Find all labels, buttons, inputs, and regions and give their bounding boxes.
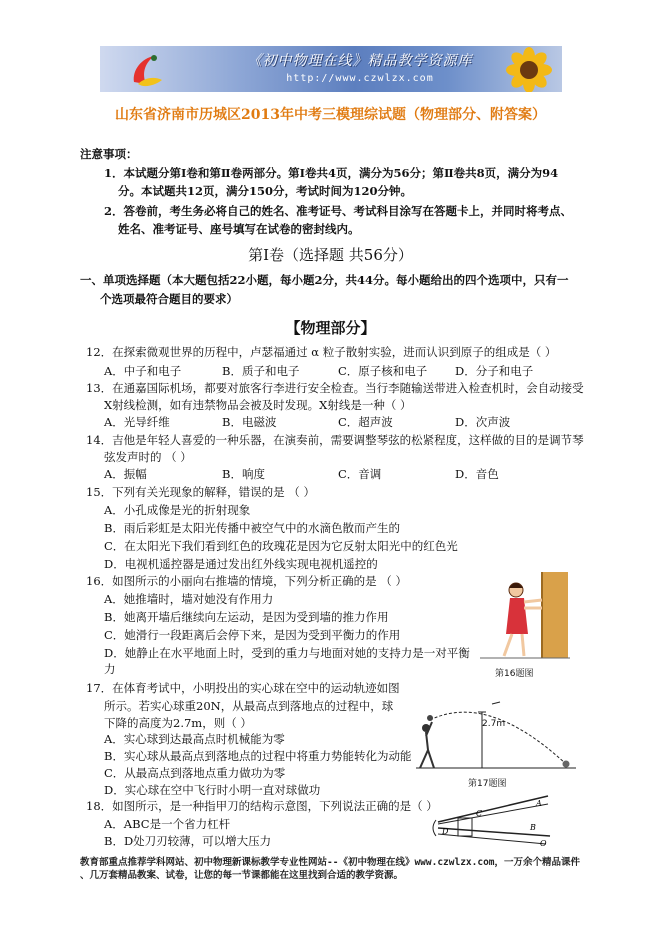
q12-stem: 12．在探索微观世界的历程中，卢瑟福通过 α 粒子散射实验，进而认识到原子的组成是（ ） — [86, 345, 557, 359]
q16-option-a: A．她推墙时，墙对她没有作用力 — [104, 592, 274, 606]
q15-option-a: A．小孔成像是光的折射现象 — [104, 503, 251, 517]
q16-figure-girl-pushing-wall — [480, 570, 570, 662]
q13-option-c: C．超声波 — [338, 415, 393, 429]
q12-option-b: B．质子和电子 — [222, 364, 300, 378]
notes-heading: 注意事项： — [80, 147, 138, 161]
sunflower-icon — [498, 47, 560, 92]
notes-line-1b: 分。本试题共12页，满分150分，考试时间为120分钟。 — [118, 184, 413, 198]
q17-height-label: 2.7m — [482, 719, 506, 729]
q17-option-b: B．实心球从最高点到落地点的过程中将重力势能转化为动能 — [104, 749, 412, 763]
q17-option-c: C．从最高点到落地点重力做功为零 — [104, 766, 286, 780]
q15-option-c: C．在太阳光下我们看到红色的玫瑰花是因为它反射太阳光中的红色光 — [104, 539, 458, 553]
q13-stem-a: 13．在通嘉国际机场，都要对旅客行李进行安全检查。当行李随输送带进入检查机时，会自动接受 — [86, 381, 584, 395]
q12-option-a: A．中子和电子 — [104, 364, 182, 378]
q17-figure-ball-trajectory — [408, 690, 578, 772]
q18-option-a: A．ABC是一个省力杠杆 — [104, 817, 231, 831]
footer-line-2: 、几万套精品教案、试卷，让您的每一节课都能在这里找到合适的教学资源。 — [80, 870, 404, 881]
q18-option-b: B．D处刀刃较薄，可以增大压力 — [104, 834, 272, 848]
q14-option-b: B．响度 — [222, 467, 265, 481]
q16-figure-caption: 第16题图 — [495, 669, 534, 679]
section-instruction-a: 一、单项选择题（本大题包括22小题，每小题2分，共44分。每小题给出的四个选项中，只有一 — [80, 273, 569, 287]
q18-stem: 18．如图所示，是一种指甲刀的结构示意图，下列说法正确的是（ ） — [86, 799, 438, 813]
q16-option-b: B．她离开墙后继续向左运动，是因为受到墙的推力作用 — [104, 610, 389, 624]
q12-option-d: D．分子和电子 — [455, 364, 534, 378]
q17-stem-b: 所示。若实心球重20N，从最高点到落地点的过程中，球 — [104, 699, 394, 713]
q13-option-a: A．光导纤维 — [104, 415, 170, 429]
svg-text:O: O — [540, 839, 547, 848]
svg-text:A: A — [536, 799, 542, 808]
q16-option-c: C．她滑行一段距离后会停下来，是因为受到平衡力的作用 — [104, 628, 401, 642]
banner-url[interactable]: http://www.czwlzx.com — [286, 73, 434, 84]
banner-title: 《初中物理在线》精品教学资源库 — [247, 53, 473, 69]
q17-figure-caption: 第17题图 — [468, 779, 507, 789]
q14-option-c: C．音调 — [338, 467, 382, 481]
q18-figure-nail-clipper — [428, 794, 558, 850]
q12-option-c: C．原子核和电子 — [338, 364, 428, 378]
q17-stem-c: 下降的高度为2.7m，则（ ） — [104, 716, 252, 730]
q13-stem-b: X射线检测，如有违禁物品会被及时发现。X射线是一种（ ） — [104, 398, 412, 412]
site-logo-icon — [124, 50, 166, 88]
q16-stem: 16．如图所示的小丽向右推墙的情境，下列分析正确的是 （ ） — [86, 574, 407, 588]
q17-stem-a: 17．在体育考试中，小明投出的实心球在空中的运动轨迹如图 — [86, 681, 400, 695]
section-title: 第Ⅰ卷（选择题 共56分） — [248, 246, 413, 264]
q17-option-a: A．实心球到达最高点时机械能为零 — [104, 732, 285, 746]
q14-option-a: A．振幅 — [104, 467, 147, 481]
q15-option-d: D．电视机遥控器是通过发出红外线实现电视机遥控的 — [104, 557, 378, 571]
section-instruction-b: 个选项最符合题目的要求） — [100, 292, 238, 306]
q17-option-d: D．实心球在空中飞行时小明一直对球做功 — [104, 783, 321, 797]
q16-option-d-a: D．她静止在水平地面上时，受到的重力与地面对她的支持力是一对平衡 — [104, 646, 470, 660]
q15-option-b: B．雨后彩虹是太阳光传播中被空气中的水滴色散而产生的 — [104, 521, 400, 535]
q14-stem-a: 14．吉他是年轻人喜爱的一种乐器，在演奏前，需要调整琴弦的松紧程度，这样做的目的是调节琴 — [86, 433, 584, 447]
svg-text:D: D — [442, 827, 449, 836]
notes-line-2a: 2．答卷前，考生务必将自己的姓名、准考证号、考试科目涂写在答题卡上，并同时将考点、 — [104, 204, 572, 218]
notes-line-1a: 1．本试题分第Ⅰ卷和第Ⅱ卷两部分。第Ⅰ卷共4页，满分为56分；第Ⅱ卷共8页，满分为94 — [104, 166, 559, 180]
q13-option-d: D．次声波 — [455, 415, 511, 429]
document-title: 山东省济南市历城区2013年中考三模理综试题（物理部分、附答案） — [115, 107, 546, 123]
q14-option-d: D．音色 — [455, 467, 499, 481]
notes-line-2b: 姓名、准考证号、座号填写在试卷的密封线内。 — [118, 222, 360, 236]
site-banner — [100, 46, 562, 92]
q13-option-b: B．电磁波 — [222, 415, 277, 429]
q14-stem-b: 弦发声时的 （ ） — [104, 450, 192, 464]
svg-text:B: B — [530, 823, 536, 832]
footer-line-1: 教育部重点推荐学科网站、初中物理新课标教学专业性网站--《初中物理在线》www.czwlzx.com，一万余个精品课件 — [80, 857, 581, 868]
q16-option-d-b: 力 — [104, 662, 116, 676]
svg-text:C: C — [476, 809, 483, 818]
q15-stem: 15．下列有关光现象的解释，错误的是 （ ） — [86, 485, 315, 499]
part-title: 【物理部分】 — [285, 319, 376, 337]
